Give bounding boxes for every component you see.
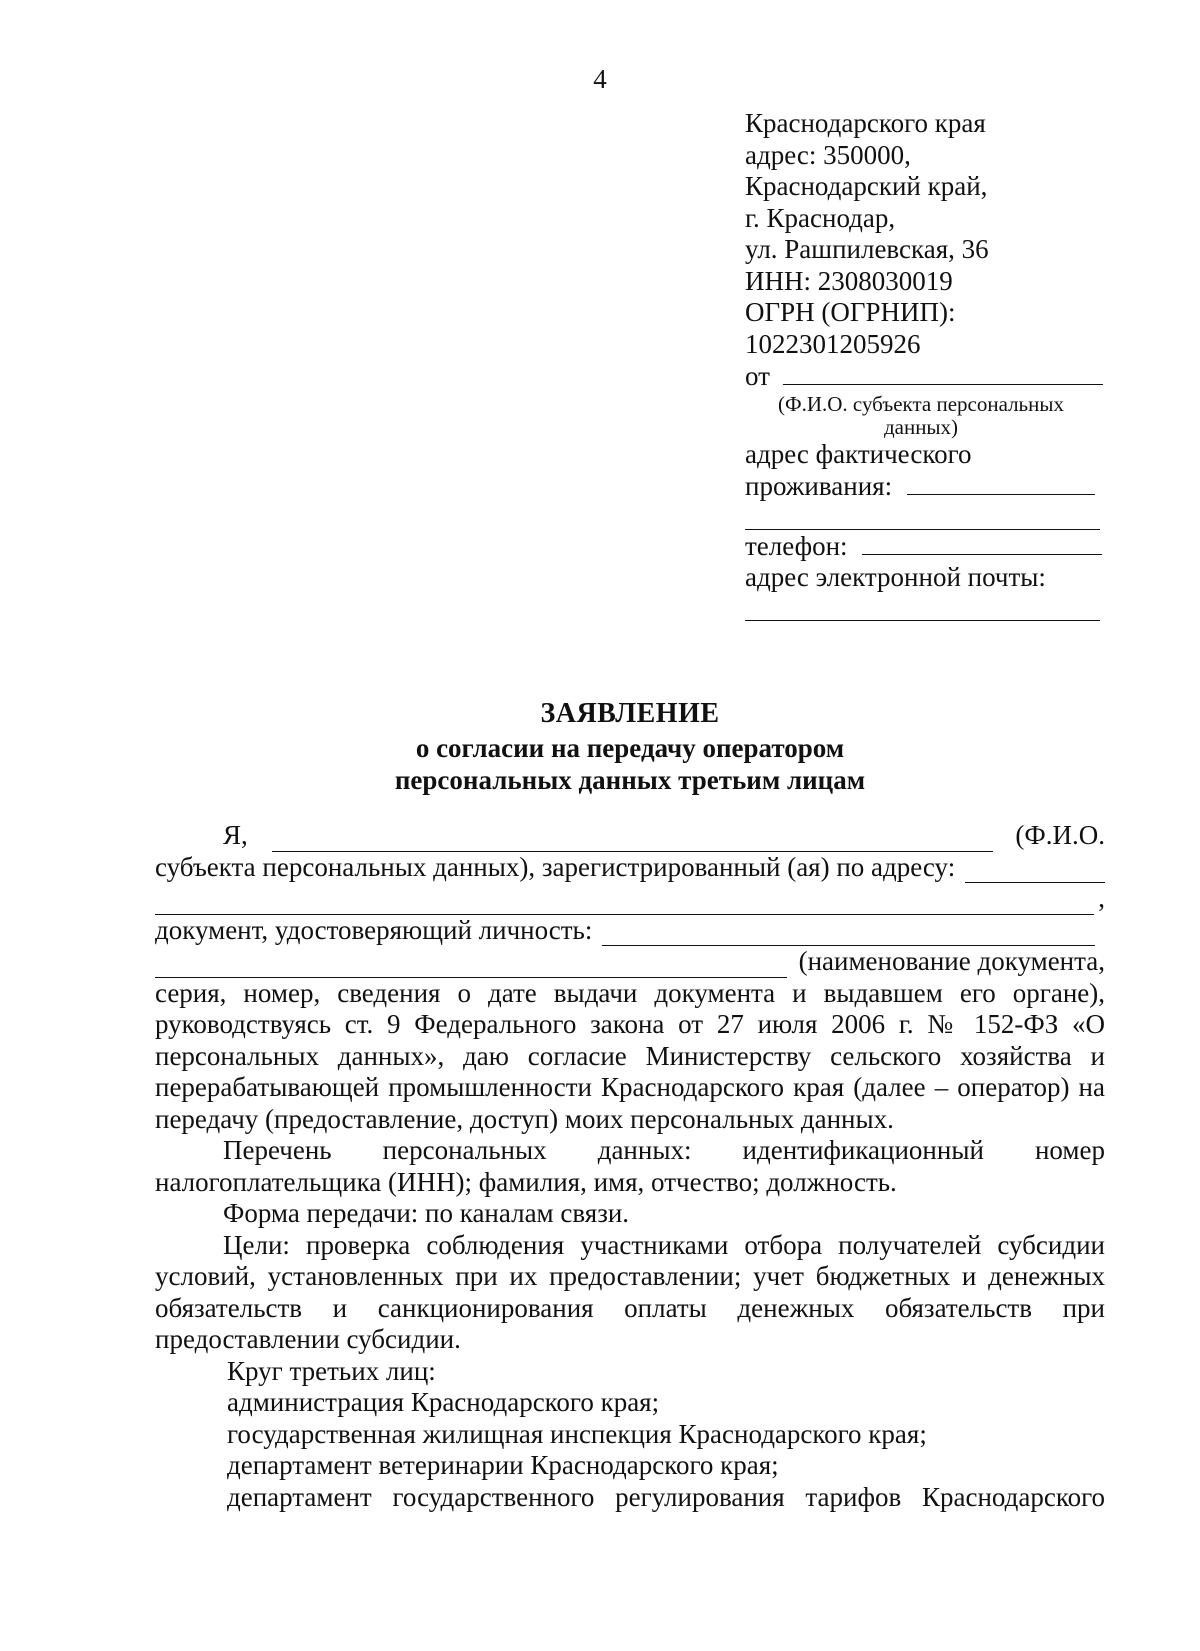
page-number: 4 — [593, 64, 607, 94]
id-doc-row — [155, 915, 1105, 947]
fio-blank[interactable] — [272, 827, 994, 852]
addressee-line: ИНН: 2308030019 — [745, 265, 953, 296]
document-title — [0, 698, 1200, 796]
addressee-line: 1022301205926 — [745, 328, 921, 359]
from-row — [745, 360, 1105, 393]
email-blank[interactable] — [745, 594, 1100, 621]
residence-blank[interactable] — [907, 470, 1095, 495]
phone-blank[interactable] — [862, 530, 1102, 555]
third-party-item: государственная жилищная инспекция Краснодарского края; — [227, 1418, 927, 1449]
transfer-form-paragraph: Форма передачи: по каналам связи. — [223, 1198, 630, 1228]
addressee-line: Краснодарского края — [745, 108, 986, 138]
address-blank[interactable] — [965, 858, 1105, 883]
address-row — [155, 883, 1105, 915]
residence-blank-2[interactable] — [745, 503, 1100, 530]
addressee-line: Краснодарский край, — [745, 171, 988, 201]
phone-label: телефон: — [745, 530, 848, 561]
title-subtitle: персональных данных третьим лицам — [394, 765, 866, 795]
third-party-item: департамент ветеринарии Краснодарского края; — [227, 1450, 779, 1480]
statement-body — [155, 820, 1105, 1513]
data-list-paragraph: Перечень персональных данных: идентификационный номер налогоплательщика (ИНН); фамилия, имя, отчество; должность. — [155, 1135, 1105, 1197]
fio-hint: (Ф.И.О. — [1015, 820, 1105, 850]
addressee-line: г. Краснодар, — [745, 202, 896, 233]
goals-paragraph: Цели: проверка соблюдения участниками отбора получателей субсидии условий, установленных при их предоставлении; учет бюджетных и денежных обязательств и санкционирования оплаты денежных обязательств при предоставлении субсидии. — [155, 1229, 1105, 1354]
registered-row — [155, 852, 1105, 884]
comma: , — [1098, 883, 1105, 913]
from-label: от — [745, 361, 770, 391]
fio-row — [155, 820, 1105, 852]
doc-name-hint: (наименование документа, — [798, 946, 1105, 976]
id-doc-blank[interactable] — [602, 921, 1095, 946]
doc-name-row — [155, 946, 1105, 978]
phone-row — [745, 530, 1105, 563]
residence-label: адрес фактического — [745, 438, 972, 469]
fio-note: (Ф.И.О. субъекта персональных данных) — [778, 391, 1064, 439]
id-doc-label: документ, удостоверяющий личность: — [155, 914, 593, 945]
title-subtitle: о согласии на передачу оператором — [415, 733, 845, 763]
from-fio-blank[interactable] — [783, 360, 1103, 385]
address-blank-2[interactable] — [155, 890, 1094, 915]
addressee-line: адрес: 350000, — [745, 139, 911, 170]
residence-label-2: проживания: — [745, 471, 893, 501]
residence-row — [745, 470, 1105, 503]
doc-name-blank[interactable] — [155, 953, 787, 978]
addressee-line: ул. Рашпилевская, 36 — [745, 234, 989, 264]
email-label: адрес электронной почты: — [745, 562, 1046, 592]
third-party-item: департамент государственного регулирования тарифов Краснодарского — [227, 1481, 1105, 1512]
i-label: Я, — [223, 820, 248, 850]
addressee-line: ОГРН (ОГРНИП): — [745, 297, 956, 327]
addressee-block — [745, 108, 1105, 621]
registered-text: субъекта персональных данных), зарегистрированный (ая) по адресу: — [155, 851, 956, 882]
third-party-item: администрация Краснодарского края; — [227, 1387, 660, 1417]
third-parties-label: Круг третьих лиц: — [227, 1355, 436, 1386]
title-heading: ЗАЯВЛЕНИЕ — [540, 698, 720, 729]
consent-paragraph: серия, номер, сведения о дате выдачи документа и выдавшем его органе), руководствуясь ст. 9 Федерального закона от 27 июля 2006 г. № 152-ФЗ «О персональных данных», даю согласие Министерству сельского хозяйства и перерабатывающей промышленности Краснодарского края (далее – оператор) на передачу (предоставление, доступ) моих персональных данных. — [155, 977, 1105, 1134]
